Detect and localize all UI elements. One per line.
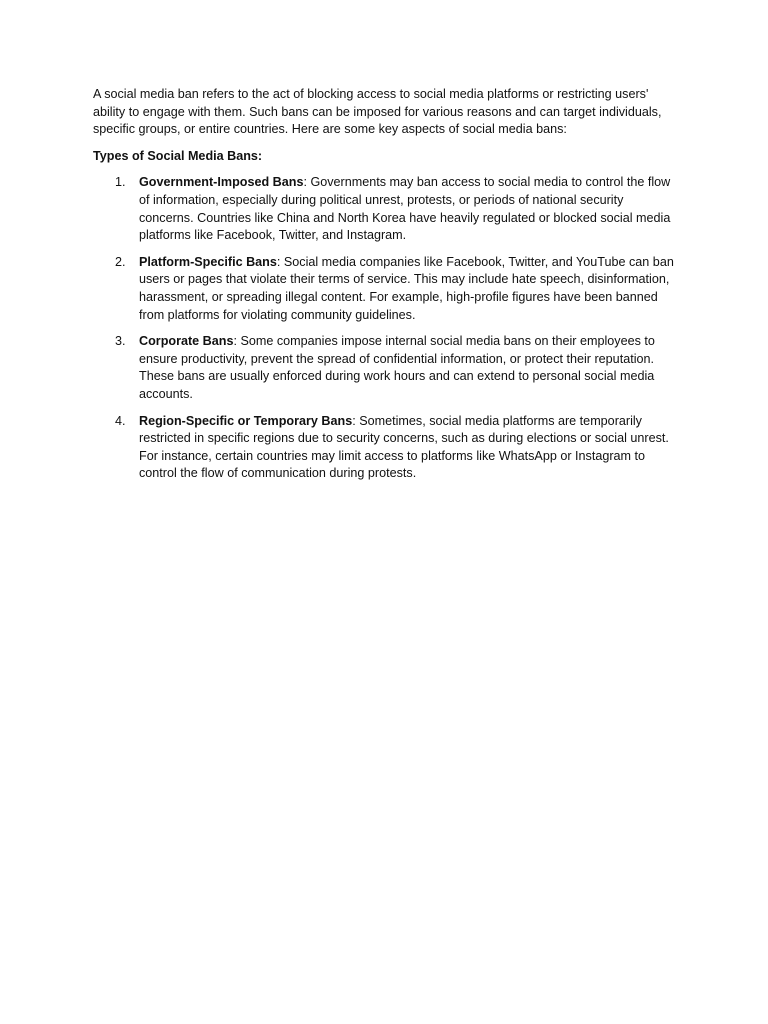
list-item xyxy=(93,333,678,403)
list-item-title: Platform-Specific Bans xyxy=(139,254,277,269)
intro-paragraph: A social media ban refers to the act of blocking access to social media platforms or restricting users' ability to engage with them. Such bans can be imposed for various reasons and can target individuals, specific groups, or entire countries. Here are some key aspects of social media bans: xyxy=(93,87,662,137)
list-item-number: 4. xyxy=(115,413,126,428)
ban-types-list xyxy=(93,174,678,483)
list-item xyxy=(93,254,678,324)
list-item-number: 2. xyxy=(115,254,126,269)
list-item-text: : Sometimes, social media platforms are temporarily restricted in specific regions due to security concerns, such as during elections or social unrest. For instance, certain countries may limit access to platforms like WhatsApp or Instagram to control the flow of communication during protests. xyxy=(139,413,669,481)
list-item-number: 1. xyxy=(115,175,126,190)
list-item xyxy=(93,413,678,483)
list-item-title: Region-Specific or Temporary Bans xyxy=(139,413,353,428)
list-item-title: Government-Imposed Bans xyxy=(139,175,304,190)
list-item-text: : Some companies impose internal social media bans on their employees to ensure productivity, prevent the spread of confidential information, or protect their reputation. These bans are usually enforced during work hours and can extend to personal social media accounts. xyxy=(139,334,655,401)
list-item-text: : Social media companies like Facebook, Twitter, and YouTube can ban users or pages that violate their terms of service. This may include hate speech, disinformation, harassment, or spreading illegal content. For example, high-profile figures have been banned from platforms for violating community guidelines. xyxy=(139,254,674,322)
list-item-number: 3. xyxy=(115,334,126,349)
list-item-title: Corporate Bans xyxy=(139,334,234,349)
list-item xyxy=(93,174,678,244)
document-page xyxy=(93,86,678,492)
list-item-text: : Governments may ban access to social media to control the flow of information, especially during political unrest, protests, or periods of national security concerns. Countries like China and North Korea have heavily regulated or blocked social media platforms like Facebook, Twitter, and Instagram. xyxy=(139,175,671,243)
section-heading: Types of Social Media Bans: xyxy=(93,148,263,163)
